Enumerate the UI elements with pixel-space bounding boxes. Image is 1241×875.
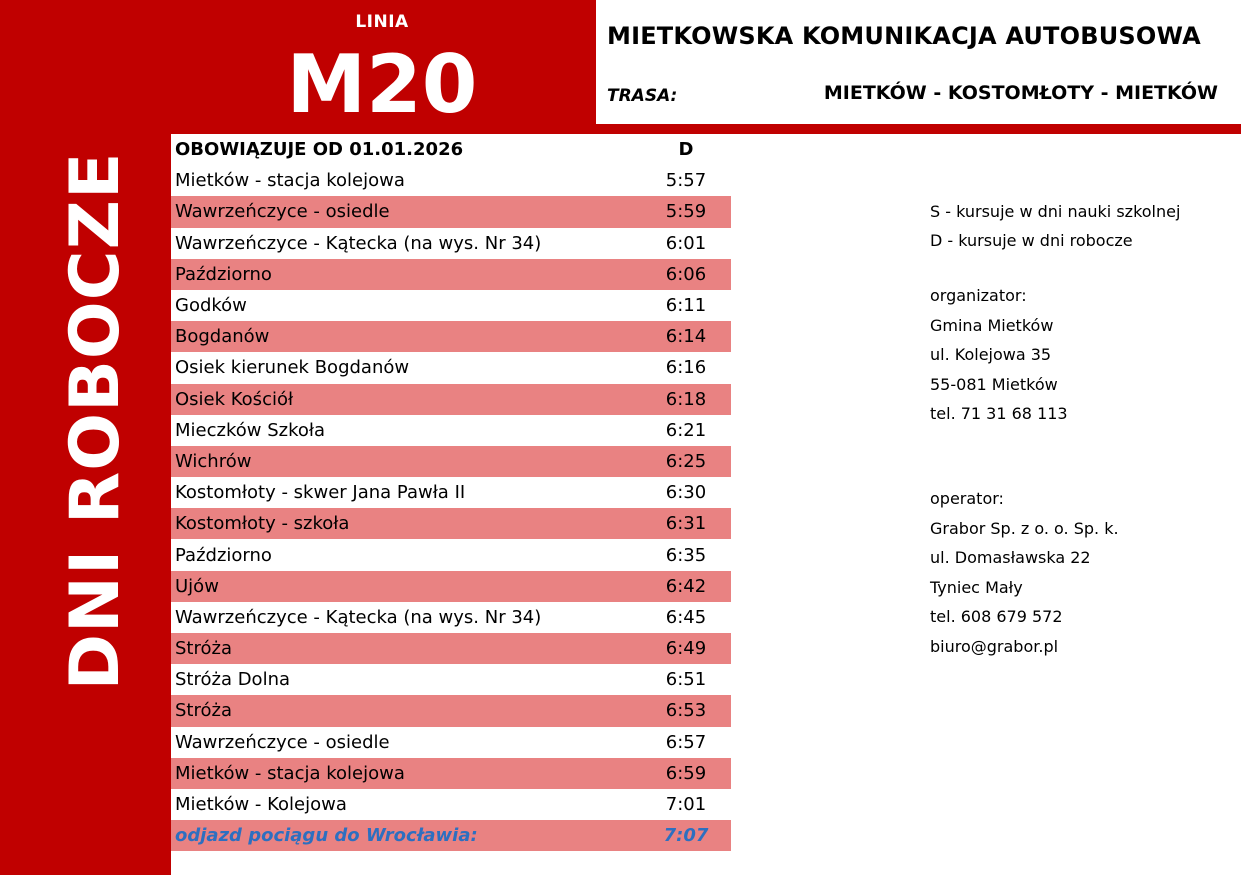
operator-info xyxy=(930,484,1119,661)
departure-time: 5:59 xyxy=(665,201,707,223)
departure-time: 6:18 xyxy=(665,388,707,410)
timetable-row xyxy=(171,789,731,820)
stop-name: Bogdanów xyxy=(175,326,270,348)
stop-name: Paździorno xyxy=(175,263,272,285)
stop-name: Osiek kierunek Bogdanów xyxy=(175,357,410,379)
stop-name: Mietków - stacja kolejowa xyxy=(175,170,405,192)
timetable-row xyxy=(171,508,731,539)
stop-name: Wawrzeńczyce - osiedle xyxy=(175,731,390,753)
company-name: MIETKOWSKA KOMUNIKACJA AUTOBUSOWA xyxy=(607,22,1201,50)
valid-from: OBOWIĄZUJE OD 01.01.2026 xyxy=(175,139,464,161)
stop-name: Wawrzeńczyce - Kątecka (na wys. Nr 34) xyxy=(175,606,542,628)
timetable-row xyxy=(171,664,731,695)
line-label: LINIA xyxy=(355,12,409,32)
timetable-row xyxy=(171,758,731,789)
train-connection-row xyxy=(171,820,731,851)
organizer-city: 55-081 Mietków xyxy=(930,374,1058,394)
departure-time: 6:49 xyxy=(665,638,707,660)
stop-name: Wawrzeńczyce - Kątecka (na wys. Nr 34) xyxy=(175,232,542,254)
departure-time: 7:01 xyxy=(665,794,707,816)
operator-email[interactable]: biuro@grabor.pl xyxy=(930,636,1059,656)
departure-time: 6:51 xyxy=(665,669,707,691)
departure-time: 6:53 xyxy=(665,700,707,722)
departure-time: 6:06 xyxy=(665,263,707,285)
stop-name: Stróża Dolna xyxy=(175,669,291,691)
stop-name: Osiek Kościół xyxy=(175,388,294,410)
day-type-label: DNI ROBOCZE xyxy=(56,151,135,691)
stop-name: Mietków - Kolejowa xyxy=(175,794,347,816)
red-divider xyxy=(0,124,1241,134)
stop-name: Kostomłoty - skwer Jana Pawła II xyxy=(175,482,466,504)
departure-time: 6:14 xyxy=(665,326,707,348)
route-name: MIETKÓW - KOSTOMŁOTY - MIETKÓW xyxy=(823,82,1218,104)
departure-time: 6:16 xyxy=(665,357,707,379)
timetable-row xyxy=(171,352,731,383)
operator-name: Grabor Sp. z o. o. Sp. k. xyxy=(930,518,1119,538)
timetable-header xyxy=(171,134,731,165)
operator-phone: tel. 608 679 572 xyxy=(930,607,1063,626)
departure-time: 5:57 xyxy=(665,170,707,192)
stop-name: Wichrów xyxy=(175,450,252,472)
timetable-row xyxy=(171,539,731,570)
timetable-row xyxy=(171,727,731,758)
organizer-label: organizator: xyxy=(930,286,1027,305)
departure-time: 6:11 xyxy=(665,295,707,317)
timetable-row xyxy=(171,384,731,415)
timetable-row xyxy=(171,165,731,196)
operator-street: ul. Domasławska 22 xyxy=(930,548,1091,567)
train-connection-label: odjazd pociągu do Wrocławia: xyxy=(175,825,478,847)
stop-name: Mietków - stacja kolejowa xyxy=(175,762,405,784)
route-label: TRASA: xyxy=(607,86,678,106)
timetable-row xyxy=(171,290,731,321)
departure-time: 6:35 xyxy=(665,544,707,566)
stop-name: Ujów xyxy=(175,575,219,597)
timetable-row xyxy=(171,196,731,227)
timetable xyxy=(171,134,731,851)
timetable-row xyxy=(171,633,731,664)
line-number: M20 xyxy=(286,38,478,131)
stop-name: Stróża xyxy=(175,638,232,660)
stop-name: Wawrzeńczyce - osiedle xyxy=(175,201,390,223)
departure-time: 6:42 xyxy=(665,575,707,597)
departure-time: 6:21 xyxy=(665,419,707,441)
departure-time: 6:59 xyxy=(665,762,707,784)
operator-city: Tyniec Mały xyxy=(930,577,1023,597)
departure-time: 6:01 xyxy=(665,232,707,254)
course-code: D xyxy=(678,139,694,161)
organizer-phone: tel. 71 31 68 113 xyxy=(930,404,1068,423)
train-departure-time: 7:07 xyxy=(663,825,709,847)
stop-name: Kostomłoty - szkoła xyxy=(175,513,350,535)
departure-time: 6:57 xyxy=(665,731,707,753)
timetable-row xyxy=(171,695,731,726)
timetable-row xyxy=(171,571,731,602)
organizer-street: ul. Kolejowa 35 xyxy=(930,345,1052,364)
departure-time: 6:31 xyxy=(665,513,707,535)
organizer-info xyxy=(930,281,1068,429)
stop-name: Paździorno xyxy=(175,544,272,566)
legend-s: S - kursuje w dni nauki szkolnej xyxy=(930,202,1181,221)
operator-label: operator: xyxy=(930,489,1004,508)
organizer-name: Gmina Mietków xyxy=(930,315,1054,335)
stop-name: Mieczków Szkoła xyxy=(175,419,326,441)
legend-d: D - kursuje w dni robocze xyxy=(930,231,1133,250)
stop-name: Godków xyxy=(175,295,247,317)
timetable-row xyxy=(171,259,731,290)
timetable-row xyxy=(171,415,731,446)
timetable-row xyxy=(171,477,731,508)
stop-name: Stróża xyxy=(175,700,232,722)
timetable-row xyxy=(171,228,731,259)
timetable-row xyxy=(171,446,731,477)
legend xyxy=(930,197,1180,255)
departure-time: 6:25 xyxy=(665,450,707,472)
timetable-row xyxy=(171,602,731,633)
departure-time: 6:45 xyxy=(665,606,707,628)
departure-time: 6:30 xyxy=(665,482,707,504)
timetable-row xyxy=(171,321,731,352)
